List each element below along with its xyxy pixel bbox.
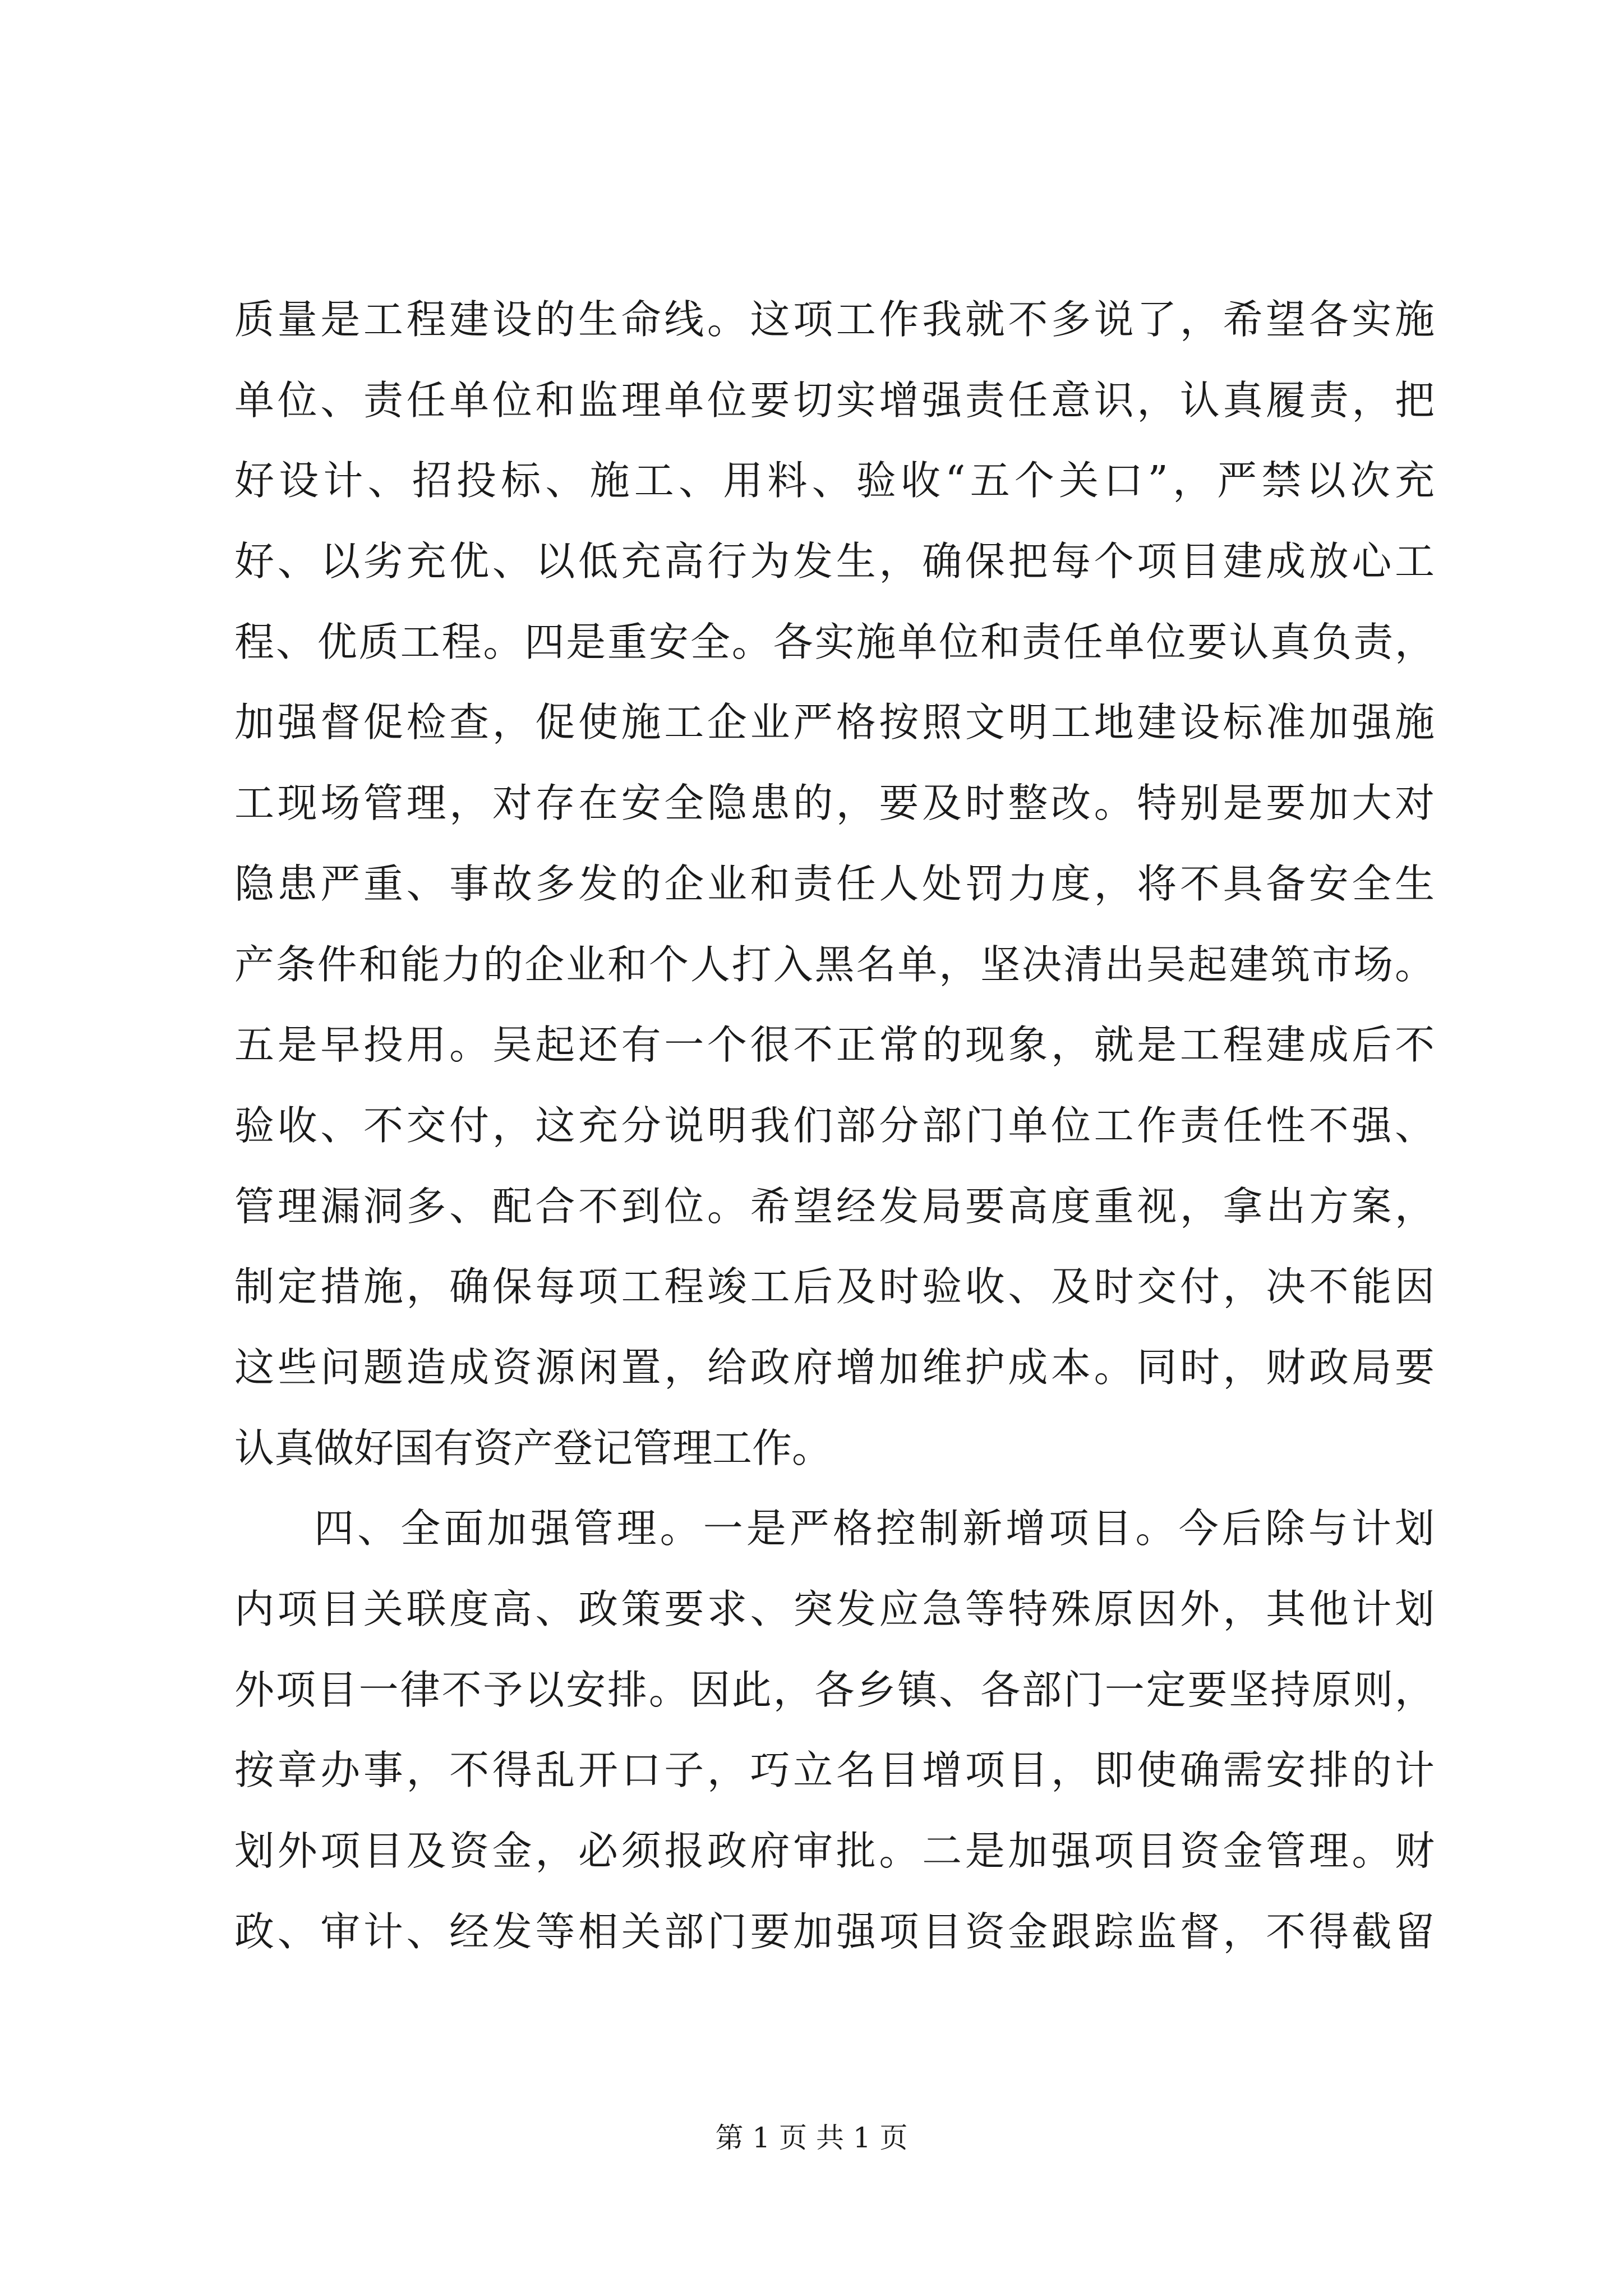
text-line: 划外项目及资金，必须报政府审批。二是加强项目资金管理。财 bbox=[234, 1828, 1435, 1875]
text-line: 认真做好国有资产登记管理工作。 bbox=[234, 1424, 832, 1471]
text-line: 五是早投用。吴起还有一个很不正常的现象，就是工程建成后不 bbox=[234, 1022, 1435, 1069]
text-line: 管理漏洞多、配合不到位。希望经发局要高度重视，拿出方案， bbox=[234, 1182, 1435, 1230]
paragraph-start-line: 四、全面加强管理。一是严格控制新增项目。今后除与计划 bbox=[314, 1505, 1435, 1552]
text-line: 内项目关联度高、政策要求、突发应急等特殊原因外，其他计划 bbox=[234, 1586, 1435, 1632]
text-line: 工现场管理，对存在安全隐患的，要及时整改。特别是要加大对 bbox=[234, 780, 1435, 827]
text-line: 质量是工程建设的生命线。这项工作我就不多说了，希望各实施 bbox=[234, 296, 1435, 343]
text-line: 程、优质工程。四是重安全。各实施单位和责任单位要认真负责， bbox=[234, 618, 1435, 665]
document-body bbox=[234, 279, 1435, 1972]
text-line: 加强督促检查，促使施工企业严格按照文明工地建设标准加强施 bbox=[234, 699, 1435, 746]
text-line: 按章办事，不得乱开口子，巧立名目增项目，即使确需安排的计 bbox=[234, 1747, 1435, 1794]
text-line: 好设计、招投标、施工、用料、验收“五个关口”，严禁以次充 bbox=[234, 457, 1435, 504]
text-line: 产条件和能力的企业和个人打入黑名单，坚决清出吴起建筑市场。 bbox=[234, 941, 1435, 988]
text-line: 外项目一律不予以安排。因此，各乡镇、各部门一定要坚持原则， bbox=[234, 1666, 1435, 1713]
text-line: 制定措施，确保每项工程竣工后及时验收、及时交付，决不能因 bbox=[234, 1263, 1435, 1310]
page-footer: 第 1 页 共 1 页 bbox=[715, 2122, 908, 2154]
text-line: 好、以劣充优、以低充高行为发生，确保把每个项目建成放心工 bbox=[234, 538, 1435, 585]
text-line: 隐患严重、事故多发的企业和责任人处罚力度，将不具备安全生 bbox=[234, 860, 1435, 907]
text-line: 单位、责任单位和监理单位要切实增强责任意识，认真履责，把 bbox=[234, 376, 1435, 424]
text-line: 这些问题造成资源闲置，给政府增加维护成本。同时，财政局要 bbox=[234, 1343, 1435, 1391]
text-line: 验收、不交付，这充分说明我们部分部门单位工作责任性不强、 bbox=[234, 1102, 1435, 1149]
text-line: 政、审计、经发等相关部门要加强项目资金跟踪监督，不得截留 bbox=[234, 1908, 1435, 1955]
